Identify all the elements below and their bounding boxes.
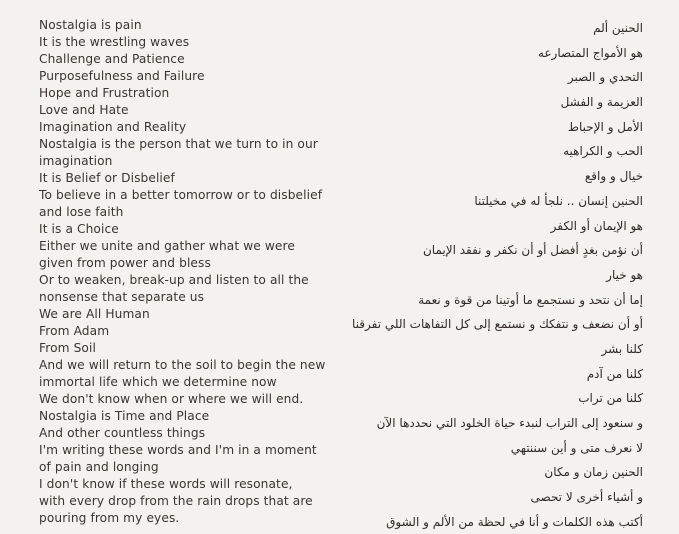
english-poem-line: Imagination and Reality	[39, 120, 187, 134]
arabic-poem-line: أن نؤمن بغدٍ أفضل أو أن نكفر و نفقد الإيمان	[422, 243, 643, 258]
english-poem-line: Either we unite and gather what we were	[39, 239, 295, 253]
english-poem-line: It is a Choice	[39, 222, 119, 236]
english-poem-line: I don't know if these words will resonate,	[39, 477, 293, 491]
english-poem-line: imagination	[39, 154, 113, 168]
arabic-poem-line: العزيمة و الفشل	[560, 95, 643, 110]
arabic-poem-line: الحب و الكراهيه	[563, 144, 643, 159]
english-poem-line: Or to weaken, break-up and listen to all the	[39, 273, 309, 287]
english-poem-line: Challenge and Patience	[39, 52, 185, 66]
english-poem-line: Purposefulness and Failure	[39, 69, 205, 83]
arabic-poem-line: كلنا من آدم	[586, 366, 643, 381]
arabic-poem-line: هو خيار	[606, 267, 643, 282]
english-poem	[39, 17, 339, 527]
english-poem-line: Nostalgia is Time and Place	[39, 409, 210, 423]
arabic-poem-line: و سنعود إلى التراب لنبدء حياة الخلود التي نحددها الآن	[376, 416, 643, 430]
arabic-poem-line: الأمل و الإحباط	[567, 119, 643, 134]
english-poem-line: We are All Human	[39, 307, 150, 321]
arabic-poem	[323, 16, 643, 534]
arabic-poem-line: لا نعرف متى و أين سننتهي	[510, 440, 643, 455]
arabic-poem-line: أو أن نضعف و نتفكك و نستمع إلى كل التفاهات اللي تفرقنا	[352, 317, 643, 332]
arabic-poem-line: الحنين ألم	[593, 21, 643, 35]
english-poem-line: immortal life which we determine now	[39, 375, 277, 389]
english-poem-line: I'm writing these words and I'm in a moment	[39, 443, 317, 457]
english-poem-line: From Soil	[39, 341, 96, 355]
english-poem-line: pouring from my eyes.	[39, 511, 180, 525]
arabic-poem-line: و أشياء أخرى لا تحصى	[530, 490, 643, 505]
arabic-poem-line: أكتب هذه الكلمات و أنا في لحظة من الألم و الشوق	[386, 514, 643, 529]
arabic-poem-line: إما أن نتحد و نستجمع ما أوتينا من قوة و نعمة	[418, 292, 643, 307]
english-poem-line: Nostalgia is the person that we turn to in our	[39, 137, 318, 151]
arabic-poem-line: كلنا بشر	[601, 341, 643, 356]
english-poem-line: It is the wrestling waves	[39, 35, 190, 49]
arabic-poem-line: كلنا من تراب	[578, 391, 643, 406]
english-poem-line: Love and Hate	[39, 103, 129, 117]
arabic-poem-line: هو الأمواج المتصارعه	[537, 45, 643, 60]
arabic-poem-line: هو الإيمان أو الكفر	[550, 218, 643, 233]
english-poem-line: From Adam	[39, 324, 110, 338]
english-poem-line: and lose faith	[39, 205, 124, 219]
english-poem-line: with every drop from the rain drops that are	[39, 494, 313, 508]
arabic-poem-line: الحنين زمان و مكان	[544, 465, 643, 480]
english-poem-line: nonsense that separate us	[39, 290, 205, 304]
english-poem-line: given from power and bless	[39, 256, 211, 270]
arabic-poem-line: خيال و واقع	[584, 169, 643, 184]
english-poem-line: Nostalgia is pain	[39, 18, 142, 32]
arabic-poem-line: التحدي و الصبر	[567, 70, 643, 85]
english-poem-line: of pain and longing	[39, 460, 159, 474]
arabic-poem-line: الحنين إنسان .. نلجأ له في مخيلتنا	[474, 193, 643, 208]
english-poem-line: To believe in a better tomorrow or to disbelief	[39, 188, 323, 202]
english-poem-line: We don't know when or where we will end.	[39, 392, 304, 406]
english-poem-line: And we will return to the soil to begin the new	[39, 358, 326, 372]
english-poem-line: Hope and Frustration	[39, 86, 170, 100]
english-poem-line: And other countless things	[39, 426, 206, 440]
english-poem-line: It is Belief or Disbelief	[39, 171, 175, 185]
